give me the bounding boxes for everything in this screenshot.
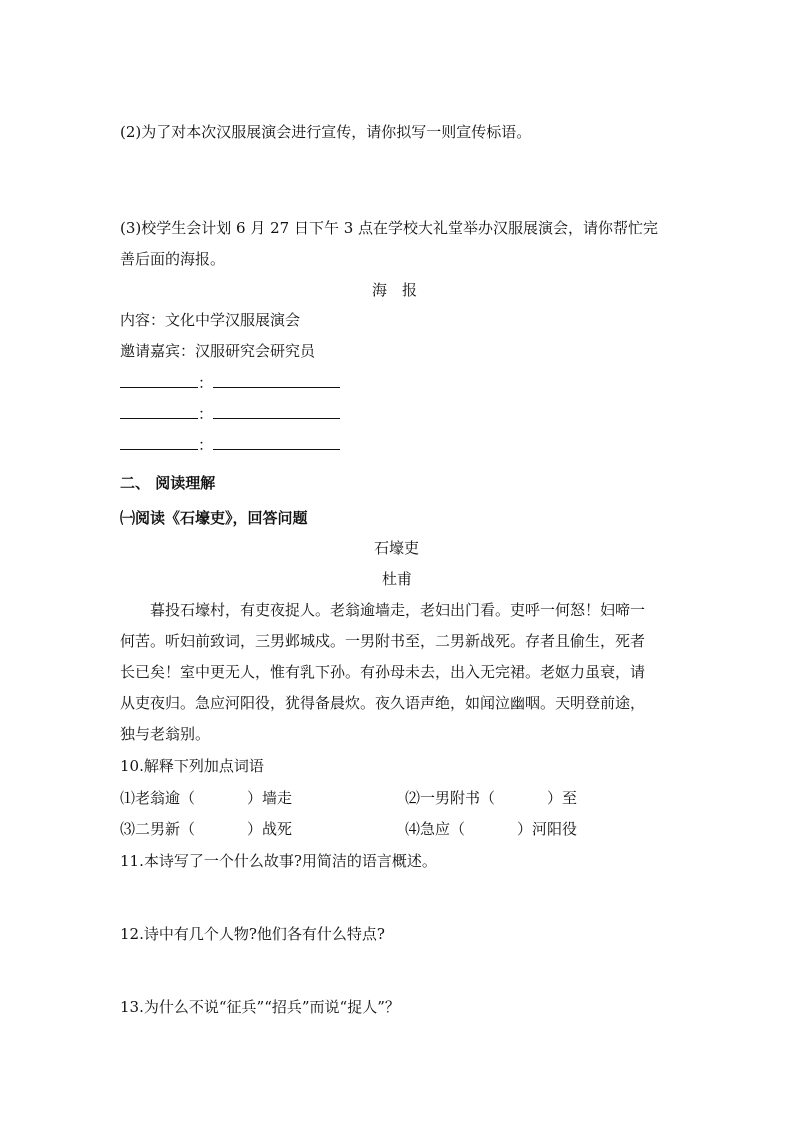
question-2: (2)为了对本次汉服展演会进行宣传，请你拟写一则宣传标语。 [120,123,532,141]
blank-line [213,435,340,450]
poem-line: 从吏夜归。急应河阳役，犹得备晨炊。夜久语声绝，如闻泣幽咽。天明登前途， [120,694,646,712]
blank-line [120,435,198,450]
question-3-line-2: 善后面的海报。 [120,250,226,268]
question-12: 12.诗中有几个人物?他们各有什么特点? [120,925,385,943]
poster-blank-row [120,404,340,424]
poster-blank-row [120,373,340,393]
poem-line: 何苦。听妇前致词，三男邺城戍。一男附书至，二男新战死。存者且偷生，死者 [120,632,646,650]
sub-title: ㈠阅读《石壕吏》，回答问题 [120,509,308,527]
q10-item: ⑶二男新（ ）战死 [120,820,293,838]
poem-title: 石壕吏 [374,539,420,557]
poem-line: 独与老翁别。 [120,725,211,743]
poster-blank-row [120,435,340,455]
question-10: 10.解释下列加点词语 [120,757,264,775]
poem-author: 杜甫 [382,570,413,588]
poem-line: 暮投石壕村，有吏夜捉人。老翁逾墙走，老妇出门看。吏呼一何怒！妇啼一 [150,601,646,619]
poster-content: 内容：文化中学汉服展演会 [120,311,301,329]
colon: ： [198,436,214,454]
poster-title: 海 报 [372,281,418,299]
colon: ： [198,374,214,392]
colon: ： [198,405,214,423]
q10-item: ⑷急应（ ）河阳役 [405,820,578,838]
question-13: 13.为什么不说“征兵”“招兵”而说“捉人”？ [120,998,400,1016]
question-3-line-1: (3)校学生会计划 6 月 27 日下午 3 点在学校大礼堂举办汉服展演会，请你帮忙完 [120,219,659,237]
question-11: 11.本诗写了一个什么故事?用简洁的语言概述。 [120,852,437,870]
q10-item: ⑵一男附书（ ）至 [405,789,578,807]
blank-line [213,404,340,419]
blank-line [213,373,340,388]
blank-line [120,373,198,388]
blank-line [120,404,198,419]
poem-line: 长已矣！室中更无人，惟有乳下孙。有孙母未去，出入无完裙。老妪力虽衰，请 [120,663,646,681]
poster-guest: 邀请嘉宾：汉服研究会研究员 [120,342,316,360]
q10-item: ⑴老翁逾（ ）墙走 [120,789,293,807]
section-title: 二、 阅读理解 [120,474,216,492]
